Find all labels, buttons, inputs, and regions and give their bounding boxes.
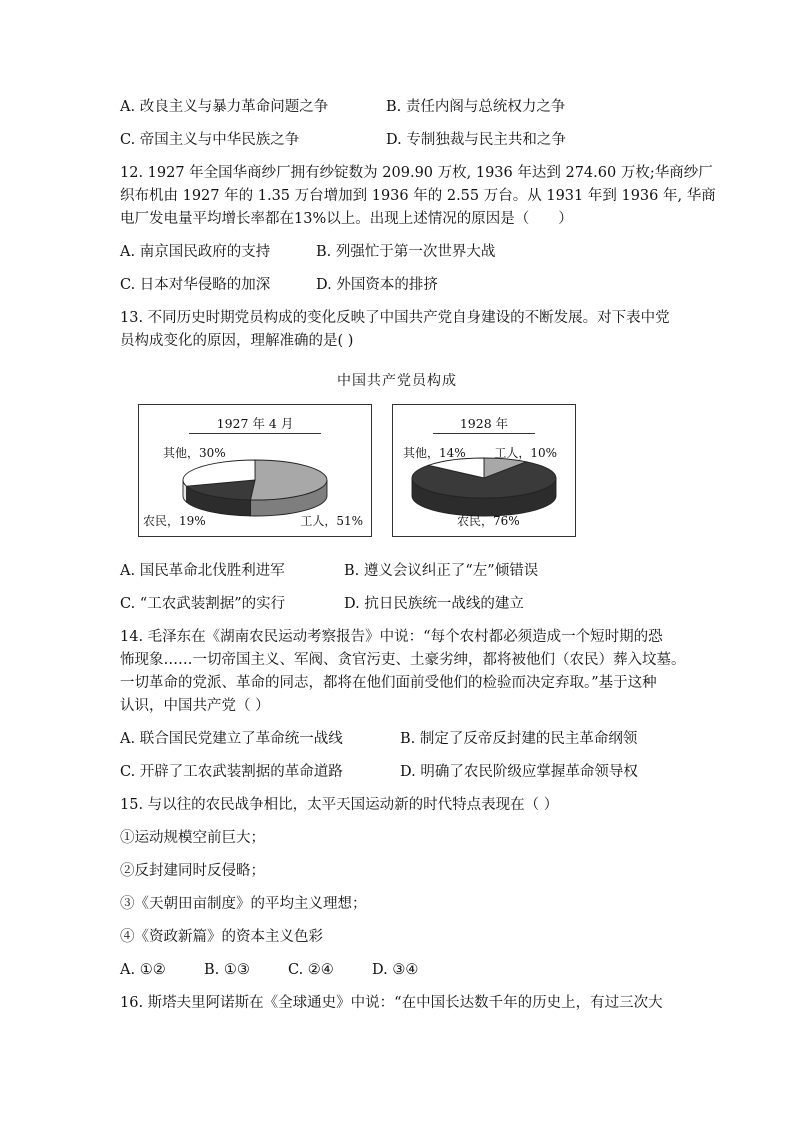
q14-option-c: C. 开辟了工农武装割据的革命道路 [120,764,343,780]
q14-option-b: B. 制定了反帝反封建的民主革命纲领 [400,731,638,747]
q14-option-a: A. 联合国民党建立了革命统一战线 [120,731,343,747]
q12-stem-line3: 电厂发电量平均增长率都在13%以上。出现上述情况的原因是（ ） [120,211,573,227]
q11-option-d: D. 专制独裁与民主共和之争 [386,132,566,148]
q13-stem-line1: 13. 不同历史时期党员构成的变化反映了中国共产党自身建设的不断发展。对下表中党 [120,310,670,326]
q15-option-c: C. ②④ [288,962,334,978]
q15-item-2: ②反封建同时反侵略； [120,863,265,879]
q14-option-d: D. 明确了农民阶级应掌握革命领导权 [400,764,638,780]
q13-option-b: B. 遵义会议纠正了“左”倾错误 [344,563,539,579]
q16-stem-line1: 16. 斯塔夫里阿诺斯在《全球通史》中说：“在中国长达数千年的历史上，有过三次大 [120,995,663,1011]
q11-option-c: C. 帝国主义与中华民族之争 [120,132,300,148]
q11-option-b: B. 责任内阁与总统权力之争 [386,99,566,115]
q12-option-b: B. 列强忙于第一次世界大战 [316,244,496,260]
q15-stem-line1: 15. 与以往的农民战争相比，太平天国运动新的时代特点表现在（ ） [120,797,559,813]
q15-option-d: D. ③④ [372,962,419,978]
pie-label-other-1928: 其他，14% [403,446,466,460]
q14-stem-line2: 怖现象……一切帝国主义、军阀、贪官污吏、土豪劣绅，都将被他们（农民）葬入坟墓。 [120,652,686,668]
q13-option-a: A. 国民革命北伐胜利进军 [120,563,285,579]
q14-stem-line3: 一切革命的党派、革命的同志，都将在他们面前受他们的检验而决定弃取。”基于这种 [120,675,657,691]
pie-label-worker-1928: 工人，10% [494,446,557,460]
pie-label-peasant-1928: 农民，76% [457,514,520,528]
q13-option-c: C. “工农武装割据”的实行 [120,596,286,612]
pie-label-peasant-1927: 农民，19% [143,514,206,528]
q12-option-c: C. 日本对华侵略的加深 [120,277,271,293]
q12-option-d: D. 外国资本的排挤 [316,277,438,293]
q11-option-a: A. 改良主义与暴力革命问题之争 [120,99,329,115]
pie-label-other-1927: 其他，30% [163,446,226,460]
q12-stem-line2: 织布机由 1927 年的 1.35 万台增加到 1936 年的 2.55 万台。从 1931 年到 1936 年, 华商 [120,188,716,204]
q14-stem-line1: 14. 毛泽东在《湖南农民运动考察报告》中说：“每个农村都必须造成一个短时期的恐 [120,629,663,645]
pie-title-1927: 1927 年 4 月 [216,416,294,431]
q15-item-1: ①运动规模空前巨大； [120,830,265,846]
pie-title-1928: 1928 年 [459,416,509,431]
q15-option-b: B. ①③ [204,962,250,978]
q13-stem-line2: 员构成变化的原因，理解准确的是( ) [120,333,354,349]
q15-option-a: A. ①② [120,962,166,978]
pie-label-worker-1927: 工人，51% [300,514,363,528]
q15-item-3: ③《天朝田亩制度》的平均主义理想； [120,896,367,912]
pie-panel-1928 [392,404,576,537]
pie-panel-1927 [138,404,372,537]
q12-stem-line1: 12. 1927 年全国华商纱厂拥有纱锭数为 209.90 万枚, 1936 年达到 274.60 万枚;华商纱厂 [120,165,713,181]
q14-stem-line4: 认识，中国共产党（ ） [120,698,270,714]
q13-option-d: D. 抗日民族统一战线的建立 [344,596,524,612]
q12-option-a: A. 南京国民政府的支持 [120,244,271,260]
chart-title: 中国共产党员构成 [337,373,457,389]
q15-item-4: ④《资政新篇》的资本主义色彩 [120,929,323,945]
